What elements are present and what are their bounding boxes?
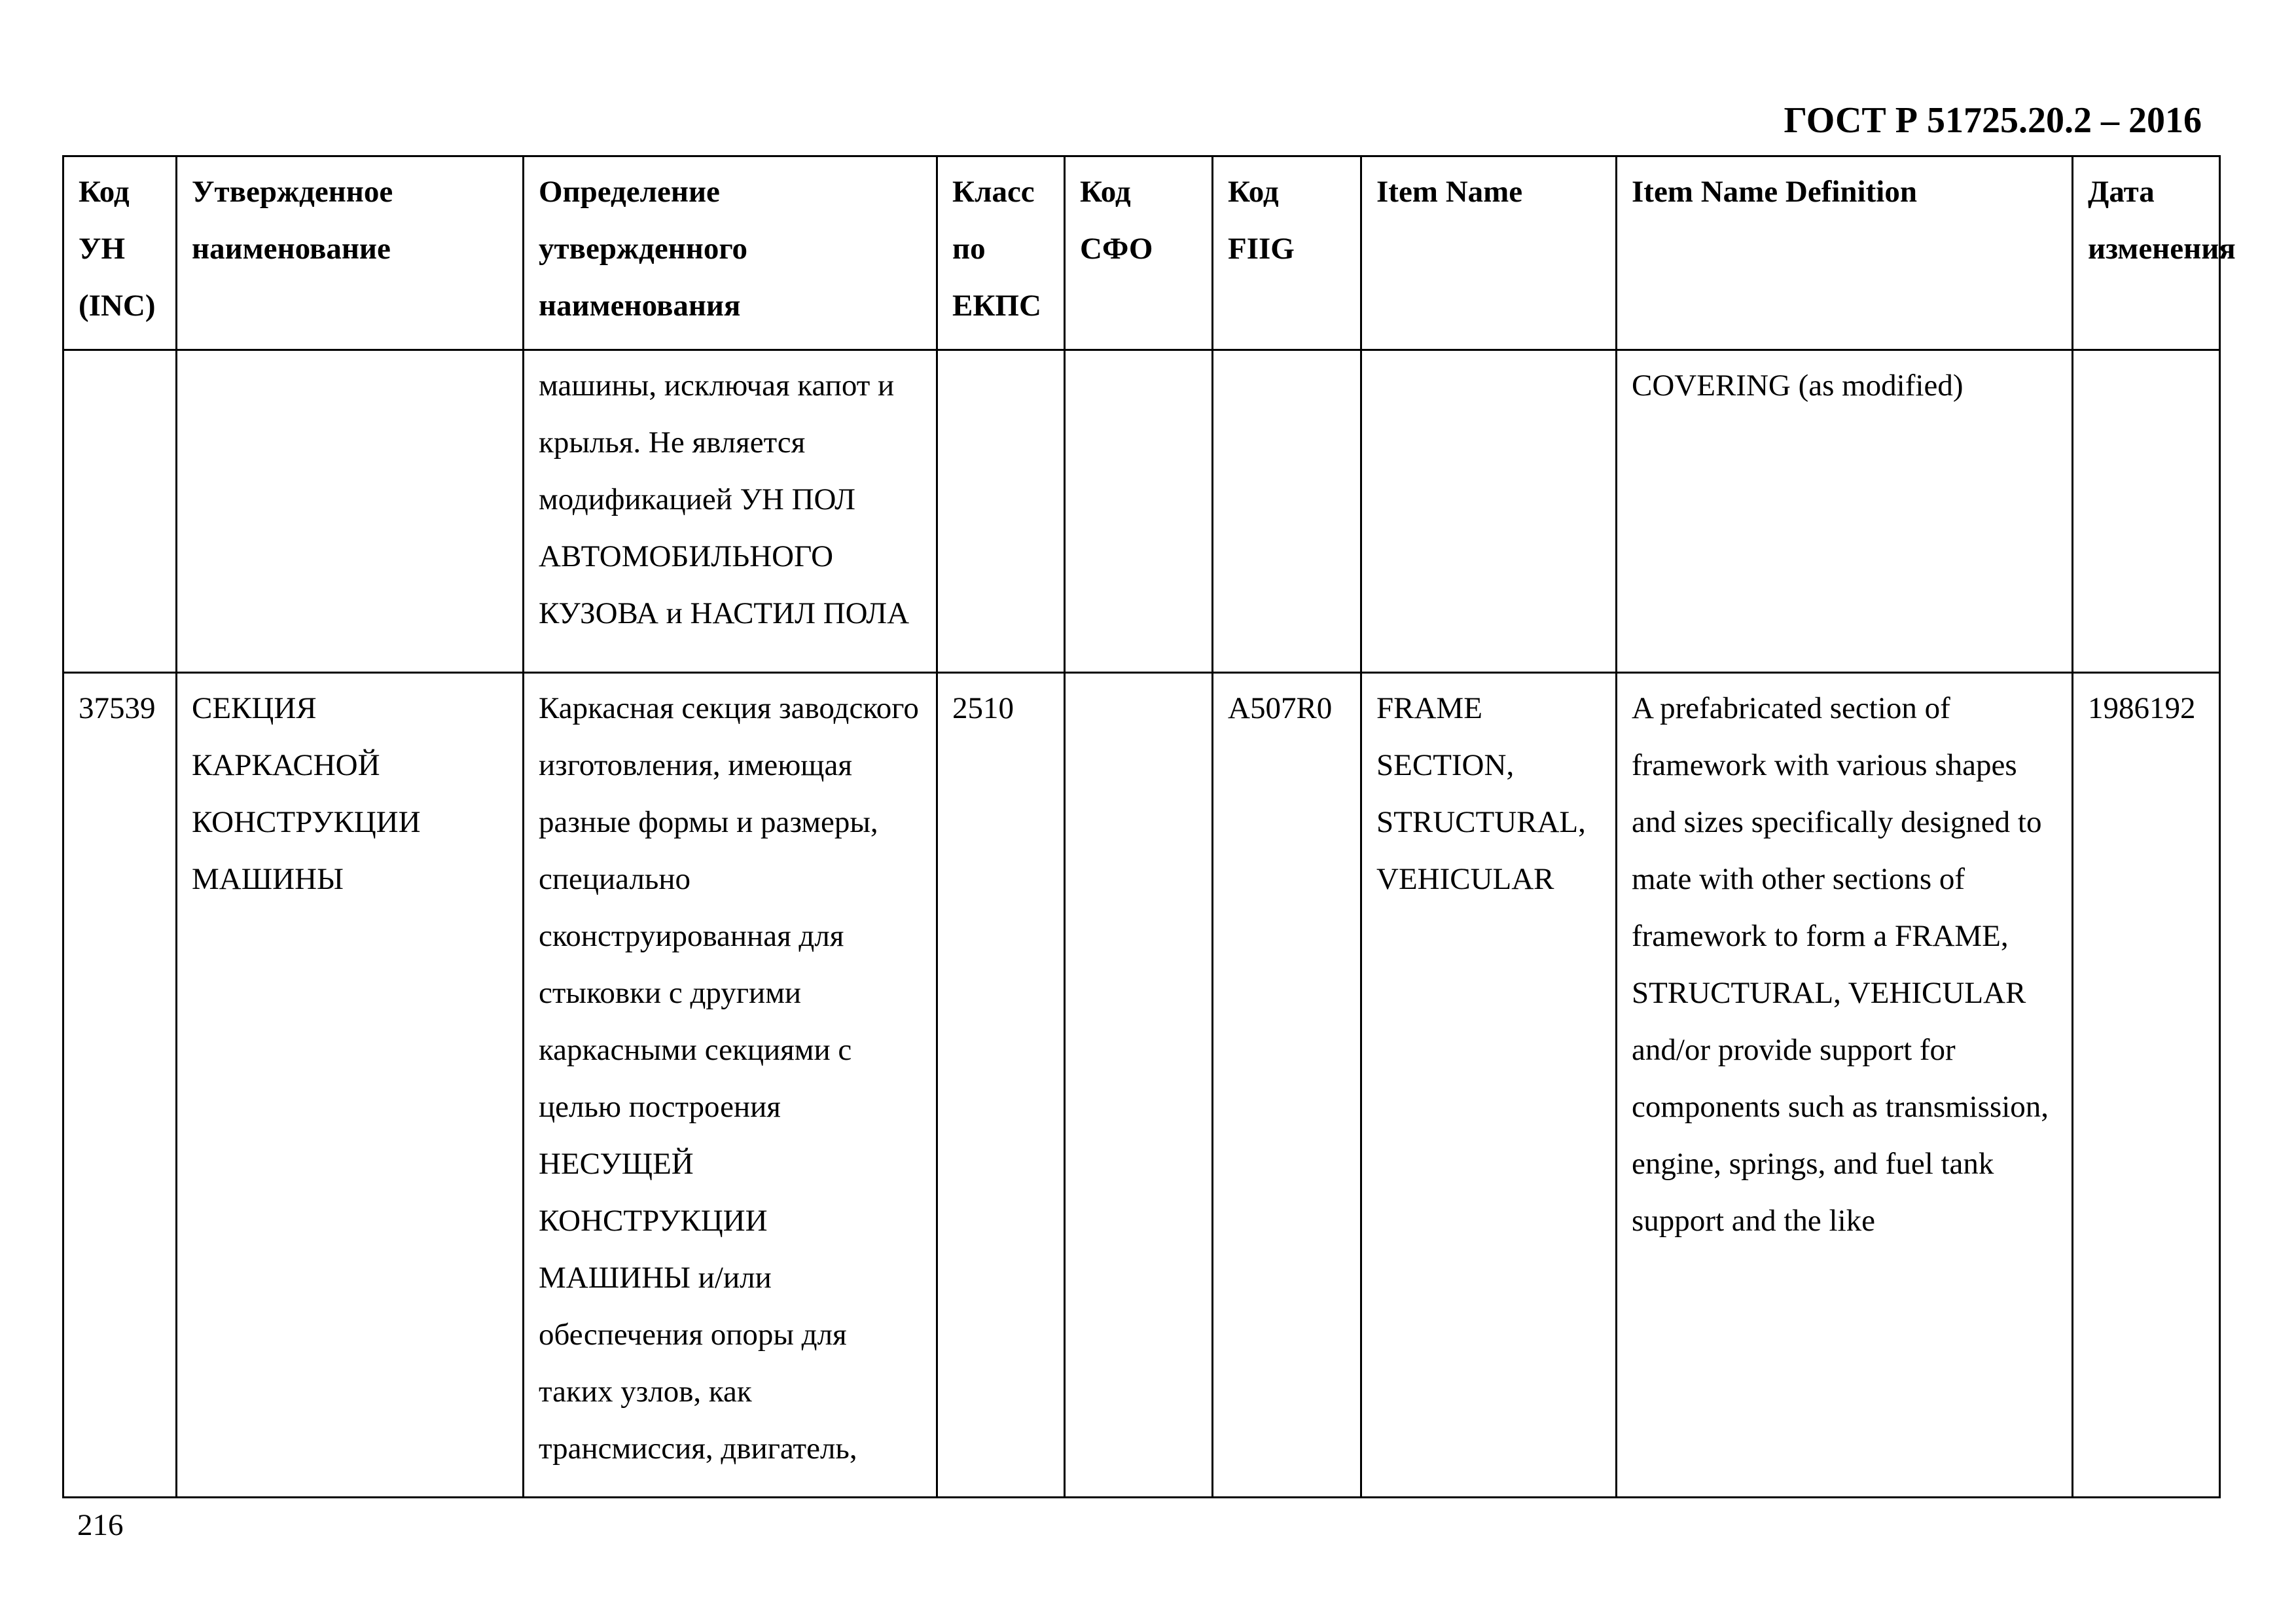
cell-fiig-code <box>1213 350 1361 673</box>
table-row <box>63 673 2220 1498</box>
document-standard-header: ГОСТ Р 51725.20.2 – 2016 <box>1784 100 2202 141</box>
cell-sfo-code <box>1065 350 1213 673</box>
column-header-change-date: Дата изменения <box>2073 156 2220 350</box>
cell-inc <box>63 350 177 673</box>
cell-approved-name <box>177 350 524 673</box>
column-header-item-name: Item Name <box>1361 156 1617 350</box>
cell-sfo-code <box>1065 673 1213 1498</box>
cell-definition: машины, исключая капот и крылья. Не является модификацией УН ПОЛ АВТОМОБИЛЬНОГО КУЗОВА и НАСТИЛ ПОЛА <box>524 350 937 673</box>
page-number: 216 <box>77 1508 124 1542</box>
cell-item-name <box>1361 350 1617 673</box>
column-header-approved-name: Утвержденное наименование <box>177 156 524 350</box>
column-header-definition: Определение утвержденного наименования <box>524 156 937 350</box>
inc-table <box>62 155 2236 1498</box>
cell-change-date: 1986192 <box>2073 673 2220 1498</box>
column-header-inc: Код УН (INC) <box>63 156 177 350</box>
cell-ekps-class: 2510 <box>937 673 1065 1498</box>
cell-item-name-definition: A prefabricated section of framework with various shapes and sizes specifically designed to mate with other sections of framework to form a FRAME, STRUCTURAL, VEHICULAR and/or provide support for components such as transmission, engine, springs, and fuel tank support and the like <box>1617 673 2073 1498</box>
table-header-row <box>63 156 2220 350</box>
cell-item-name-definition: COVERING (as modified) <box>1617 350 2073 673</box>
table-row-continuation <box>63 350 2220 673</box>
cell-approved-name: СЕКЦИЯ КАРКАСНОЙ КОНСТРУКЦИИ МАШИНЫ <box>177 673 524 1498</box>
cell-item-name: FRAME SECTION, STRUCTURAL, VEHICULAR <box>1361 673 1617 1498</box>
column-header-sfo-code: Код СФО <box>1065 156 1213 350</box>
cell-change-date <box>2073 350 2220 673</box>
column-header-ekps-class: Класс по ЕКПС <box>937 156 1065 350</box>
cell-ekps-class <box>937 350 1065 673</box>
cell-inc: 37539 <box>63 673 177 1498</box>
column-header-item-name-definition: Item Name Definition <box>1617 156 2073 350</box>
column-header-fiig-code: Код FIIG <box>1213 156 1361 350</box>
cell-definition: Каркасная секция заводского изготовления, имеющая разные формы и размеры, специально сконструированная для стыковки с другими каркасными секциями с целью построения НЕСУЩЕЙ КОНСТРУКЦИИ МАШИНЫ и/или обеспечения опоры для таких узлов, как трансмиссия, двигатель, <box>524 673 937 1498</box>
cell-fiig-code: A507R0 <box>1213 673 1361 1498</box>
